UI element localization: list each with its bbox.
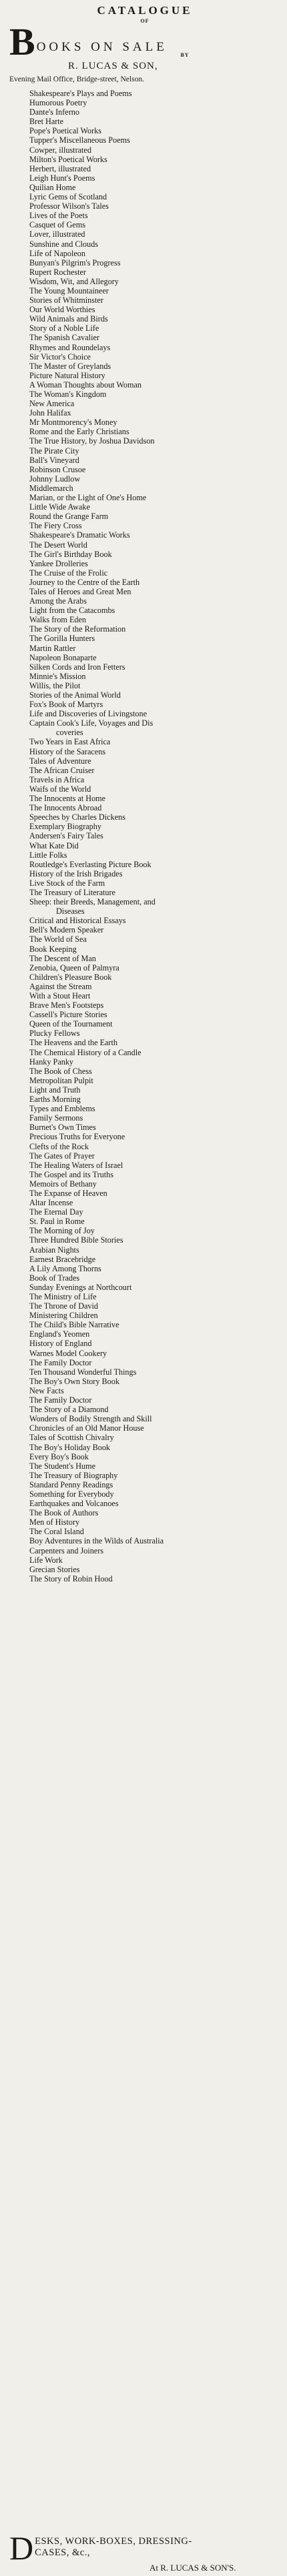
list-item: Precious Truths for Everyone — [29, 1132, 125, 1142]
list-item: Family Sermons — [29, 1113, 83, 1123]
list-item: A Woman Thoughts about Woman — [29, 380, 141, 390]
footer-drop-cap: D — [9, 2529, 34, 2567]
firm-address: Evening Mail Office, Bridge-street, Nelson. — [9, 75, 144, 83]
by-line: BY — [180, 52, 190, 58]
list-item: The Boy's Holiday Book — [29, 1442, 111, 1452]
list-item: Ball's Vineyard — [29, 455, 79, 465]
list-item: Earthquakes and Volcanoes — [29, 1499, 119, 1509]
list-item: The Coral Island — [29, 1527, 84, 1537]
footer-line-1: ESKS, WORK-BOXES, DRESSING- — [35, 2536, 192, 2547]
list-item: Speeches by Charles Dickens — [29, 812, 125, 822]
list-item: Hanky Panky — [29, 1057, 74, 1067]
list-item: Life and Discoveries of Livingstone — [29, 709, 147, 719]
list-item: Casquet of Gems — [29, 220, 85, 230]
list-item: Among the Arabs — [29, 596, 87, 606]
list-item: The Heavens and the Earth — [29, 1038, 117, 1048]
list-item: John Halifax — [29, 408, 71, 418]
list-item: Bunyan's Pilgrim's Progress — [29, 257, 121, 267]
headline-drop-cap: B — [9, 20, 35, 63]
list-item: Critical and Historical Essays — [29, 916, 126, 926]
list-item: Lyric Gems of Scotland — [29, 192, 107, 202]
of-line: OF — [140, 18, 150, 24]
list-item: Arabian Nights — [29, 1245, 79, 1255]
list-item: The Book of Chess — [29, 1066, 92, 1076]
list-item: The Pirate City — [29, 446, 79, 456]
list-item: Tales of Adventure — [29, 756, 91, 766]
list-item: The Throne of David — [29, 1301, 98, 1311]
list-item: The Morning of Joy — [29, 1226, 95, 1236]
list-item: Metropolitan Pulpit — [29, 1075, 93, 1085]
list-item: The Child's Bible Narrative — [29, 1320, 119, 1330]
list-item: Bret Harte — [29, 117, 64, 127]
list-item: The Family Doctor — [29, 1395, 92, 1405]
firm-name: R. LUCAS & SON, — [68, 61, 158, 71]
list-item: The Eternal Day — [29, 1207, 83, 1217]
list-item: Sheep: their Breeds, Management, and — [29, 897, 156, 907]
list-item: Earths Morning — [29, 1095, 81, 1105]
list-item: The African Cruiser — [29, 765, 95, 775]
list-item: Lover, illustrated — [29, 229, 85, 239]
list-item: The Treasury of Literature — [29, 887, 115, 897]
list-item: The Story of the Reformation — [29, 624, 126, 634]
list-item: Plucky Fellows — [29, 1029, 80, 1039]
headline-text: OOKS ON SALE — [36, 40, 168, 54]
list-item: Mr Montmorency's Money — [29, 418, 117, 428]
list-item: Standard Penny Readings — [29, 1479, 113, 1489]
list-item: Altar Incense — [29, 1198, 73, 1208]
list-item: The Book of Authors — [29, 1508, 99, 1518]
list-item: Burnet's Own Times — [29, 1123, 96, 1133]
list-item: Cassell's Picture Stories — [29, 1010, 107, 1020]
list-item: Book Keeping — [29, 944, 77, 954]
list-item: Andersen's Fairy Tales — [29, 831, 103, 841]
list-item: Rome and the Early Christians — [29, 427, 129, 437]
list-item: The Story of a Diamond — [29, 1405, 109, 1415]
list-item: Brave Men's Footsteps — [29, 1001, 104, 1011]
list-item: Stories of the Animal World — [29, 690, 121, 700]
list-item: The Expanse of Heaven — [29, 1188, 107, 1198]
list-item: The Fiery Cross — [29, 521, 82, 531]
list-item: coveries — [56, 728, 83, 738]
list-item: Yankee Drolleries — [29, 558, 88, 568]
list-item: Sir Victor's Choice — [29, 352, 91, 362]
list-item: Picture Natural History — [29, 370, 105, 380]
list-item: The Boy's Own Story Book — [29, 1376, 119, 1386]
list-item: Every Boy's Book — [29, 1451, 89, 1461]
list-item: Live Stock of the Farm — [29, 878, 105, 888]
list-item: Middlemarch — [29, 483, 73, 493]
list-item: The Woman's Kingdom — [29, 390, 107, 399]
list-item: A Lily Among Thorns — [29, 1263, 101, 1273]
list-item: Rupert Rochester — [29, 267, 86, 277]
list-item: The Gates of Prayer — [29, 1151, 95, 1161]
list-item: The Girl's Birthday Book — [29, 549, 112, 559]
list-item: The Healing Waters of Israel — [29, 1160, 123, 1170]
list-item: Wild Animals and Birds — [29, 314, 108, 324]
list-item: Cowper, illustrated — [29, 145, 91, 155]
list-item: Children's Pleasure Book — [29, 972, 112, 982]
list-item: Men of History — [29, 1517, 80, 1527]
footer-advertisement — [9, 2529, 283, 2573]
list-item: England's Yeomen — [29, 1329, 90, 1339]
list-item: Chronicles of an Old Manor House — [29, 1423, 144, 1433]
list-item: Life of Napoleon — [29, 248, 85, 258]
list-item: The Gospel and its Truths — [29, 1169, 113, 1179]
list-item: Ten Thousand Wonderful Things — [29, 1367, 137, 1377]
list-item: Diseases — [56, 906, 85, 916]
list-item: Napoleon Bonaparte — [29, 652, 97, 662]
list-item: Light from the Catacombs — [29, 606, 115, 616]
list-item: Three Hundred Bible Stories — [29, 1235, 123, 1245]
list-item: With a Stout Heart — [29, 991, 91, 1001]
list-item: Minnie's Mission — [29, 671, 86, 681]
list-item: Captain Cook's Life, Voyages and Dis — [29, 718, 154, 728]
list-item: Little Folks — [29, 850, 67, 860]
list-item: History of England — [29, 1339, 92, 1349]
list-item: The Spanish Cavalier — [29, 333, 99, 343]
footer-headline — [9, 2529, 283, 2567]
list-item: Memoirs of Bethany — [29, 1179, 97, 1189]
list-item: Tales of Heroes and Great Men — [29, 586, 131, 596]
list-item: Two Years in East Africa — [29, 737, 111, 747]
catalogue-title: CATALOGUE — [97, 4, 193, 17]
list-item: History of the Saracens — [29, 746, 106, 756]
list-item: Ministering Children — [29, 1311, 98, 1321]
list-item: Shakespeare's Dramatic Works — [29, 530, 130, 540]
list-item: The World of Sea — [29, 934, 87, 944]
list-item: Rhymes and Roundelays — [29, 342, 111, 352]
list-item: Tupper's Miscellaneous Poems — [29, 135, 130, 145]
list-item: The Ministry of Life — [29, 1292, 97, 1301]
list-item: Humorous Poetry — [29, 98, 87, 108]
list-item: Marian, or the Light of One's Home — [29, 493, 147, 503]
footer-text — [35, 2535, 192, 2559]
list-item: Light and Truth — [29, 1085, 81, 1095]
list-item: The Master of Greylands — [29, 361, 111, 371]
list-item: Martin Rattler — [29, 643, 76, 653]
list-item: The Young Mountaineer — [29, 285, 109, 295]
footer-seller: At R. LUCAS & SON'S. — [150, 2563, 236, 2573]
list-item: Shakespeare's Plays and Poems — [29, 89, 132, 98]
list-item: Herbert, illustrated — [29, 163, 91, 173]
list-item: Something for Everybody — [29, 1489, 114, 1499]
list-item: Our World Worthies — [29, 305, 95, 315]
list-item: Round the Grange Farm — [29, 512, 109, 522]
list-item: Waifs of the World — [29, 784, 91, 794]
list-item: Queen of the Tournament — [29, 1019, 113, 1029]
list-item: Travels in Africa — [29, 774, 85, 784]
list-item: Bell's Modern Speaker — [29, 925, 104, 935]
list-item: Silken Cords and Iron Fetters — [29, 662, 125, 672]
list-item: Dante's Inferno — [29, 107, 79, 117]
list-item: Tales of Scottish Chivalry — [29, 1433, 114, 1443]
list-item: Grecian Stories — [29, 1564, 80, 1574]
list-item: Professor Wilson's Tales — [29, 201, 109, 211]
list-item: Types and Emblems — [29, 1104, 95, 1114]
list-item: Wisdom, Wit, and Allegory — [29, 276, 119, 286]
list-item: Pope's Poetical Works — [29, 126, 101, 136]
list-item: Milton's Poetical Works — [29, 154, 107, 164]
list-item: Clefts of the Rock — [29, 1141, 89, 1151]
footer-line-2: CASES, &c., — [35, 2547, 90, 2558]
list-item: Johnny Ludlow — [29, 474, 81, 484]
list-item: The Family Doctor — [29, 1357, 92, 1367]
list-item: New America — [29, 399, 75, 409]
list-item: Sunday Evenings at Northcourt — [29, 1282, 132, 1292]
list-item: Walks from Eden — [29, 615, 86, 625]
list-item: Warnes Model Cookery — [29, 1348, 107, 1358]
list-item: Story of a Noble Life — [29, 324, 99, 334]
list-item: Lives of the Poets — [29, 211, 88, 221]
list-item: Journey to the Centre of the Earth — [29, 577, 140, 587]
list-item: The Story of Robin Hood — [29, 1573, 113, 1583]
list-item: Willis, the Pilot — [29, 680, 81, 690]
book-list — [9, 89, 280, 1583]
list-item: Fox's Book of Martyrs — [29, 700, 103, 710]
list-item: Carpenters and Joiners — [29, 1545, 104, 1555]
list-item: Book of Trades — [29, 1273, 80, 1283]
list-item: What Kate Did — [29, 840, 79, 850]
list-item: The Descent of Man — [29, 953, 96, 963]
list-item: The Desert World — [29, 540, 87, 550]
list-item: Boy Adventures in the Wilds of Australia — [29, 1536, 164, 1546]
list-item: Against the Stream — [29, 981, 92, 991]
list-item: The Innocents Abroad — [29, 803, 102, 813]
list-item: New Facts — [29, 1385, 64, 1395]
list-item: Robinson Crusoe — [29, 464, 86, 474]
list-item: Sunshine and Clouds — [29, 239, 98, 249]
list-item: Little Wide Awake — [29, 502, 90, 512]
list-item: The Treasury of Biography — [29, 1470, 118, 1480]
list-item: The Cruise of the Frolic — [29, 568, 108, 578]
list-item: Wonders of Bodily Strength and Skill — [29, 1414, 152, 1424]
list-item: The Gorilla Hunters — [29, 634, 95, 644]
list-item: The True History, by Joshua Davidson — [29, 436, 155, 446]
list-item: The Student's Hume — [29, 1461, 96, 1471]
list-item: The Innocents at Home — [29, 794, 106, 804]
list-item: Life Work — [29, 1555, 63, 1565]
list-item: Earnest Bracebridge — [29, 1254, 96, 1264]
list-item: History of the Irish Brigades — [29, 868, 123, 878]
list-item: Quilian Home — [29, 182, 76, 192]
list-item: St. Paul in Rome — [29, 1217, 85, 1227]
list-item: Exemplary Biography — [29, 822, 101, 832]
list-item: Routledge's Everlasting Picture Book — [29, 859, 152, 869]
list-item: Stories of Whitminster — [29, 295, 103, 305]
list-item: The Chemical History of a Candle — [29, 1047, 141, 1057]
list-item: Leigh Hunt's Poems — [29, 173, 95, 183]
list-item: Zenobia, Queen of Palmyra — [29, 962, 119, 973]
